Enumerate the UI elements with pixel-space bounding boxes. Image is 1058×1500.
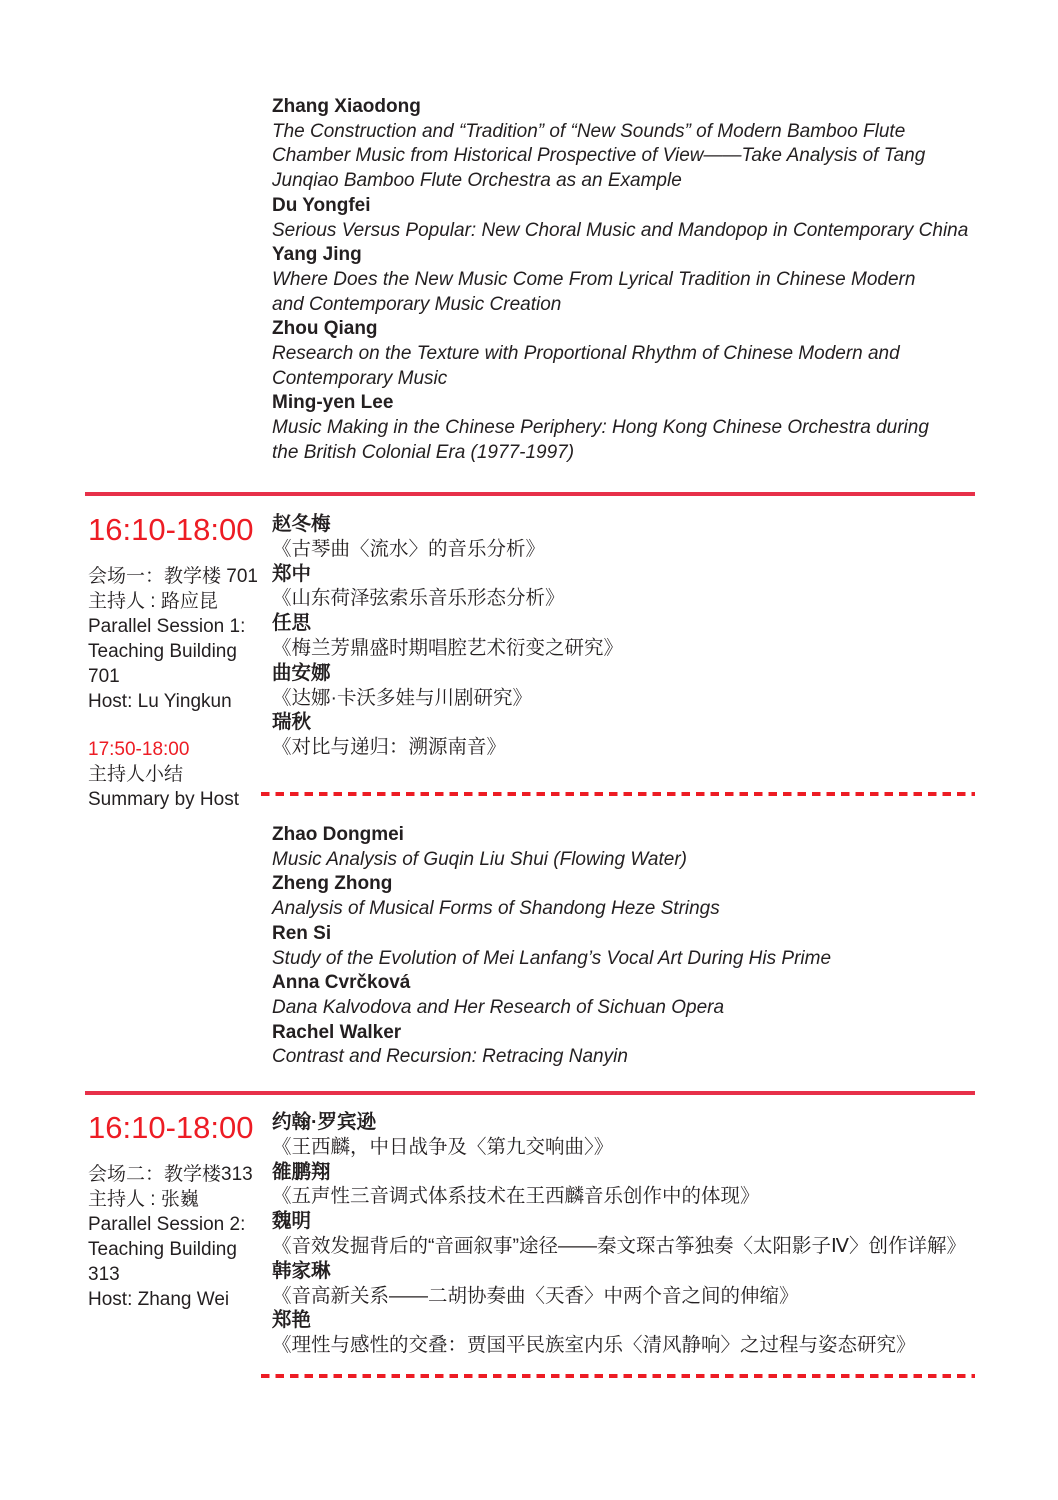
summary-label-en: Summary by Host <box>88 789 239 810</box>
presenter-name: 任思 <box>272 612 312 635</box>
session-venue-zh: 会场二：教学楼313 <box>88 1164 253 1185</box>
paper-title-line: Music Making in the Chinese Periphery: Hong Kong Chinese Orchestra during <box>272 417 929 439</box>
presenter-name: 曲安娜 <box>272 661 331 684</box>
session-host-en: Host: Lu Yingkun <box>88 691 232 712</box>
red-dashed-separator <box>261 1374 975 1378</box>
summary-label-zh: 主持人小结 <box>88 764 184 785</box>
session-info <box>88 564 272 714</box>
session-venue-zh: 会场一：教学楼 701 <box>88 566 258 587</box>
summary-by-host-block <box>88 737 272 812</box>
paper-title-line: The Construction and “Tradition” of “New Sounds” of Modern Bamboo Flute <box>272 120 906 142</box>
presenter-name: Du Yongfei <box>272 194 371 216</box>
session-title-en-line: 313 <box>88 1264 120 1285</box>
session-host-zh: 主持人 : 路应昆 <box>88 591 218 612</box>
presenter-name: Zhao Dongmei <box>272 824 404 845</box>
session-host-zh: 主持人 : 张巍 <box>88 1189 199 1210</box>
session-1-sidebar <box>88 512 272 812</box>
paper-title: Dana Kalvodova and Her Research of Sichuan Opera <box>272 996 725 1018</box>
presenter-name: Zhang Xiaodong <box>272 96 421 117</box>
presenter-name: Anna Cvrčková <box>272 972 411 994</box>
presenter-name: Rachel Walker <box>272 1021 402 1043</box>
presenter-name: Yang Jing <box>272 244 362 266</box>
session-1-papers-en <box>272 823 988 1070</box>
paper-title: Study of the Evolution of Mei Lanfang’s Vocal Art During His Prime <box>272 947 832 969</box>
session-host-en: Host: Zhang Wei <box>88 1289 230 1310</box>
session-time: 16:10-18:00 <box>88 1110 254 1145</box>
paper-title-line: Junqiao Bamboo Flute Orchestra as an Example <box>272 170 682 192</box>
presenter-name: Zheng Zhong <box>272 873 393 895</box>
session-title-en-line: Parallel Session 1: <box>88 616 246 637</box>
presenter-name: 赵冬梅 <box>272 513 331 535</box>
session-time: 16:10-18:00 <box>88 512 254 547</box>
session-2-sidebar <box>88 1110 272 1312</box>
paper-title: 《梅兰芳鼎盛时期唱腔艺术衍变之研究》 <box>272 636 624 659</box>
presenter-name: Zhou Qiang <box>272 318 378 340</box>
presenter-name: 约翰·罗宾逊 <box>272 1111 376 1133</box>
red-divider-line <box>85 1091 975 1095</box>
paper-title: 《五声性三音调式体系技术在王西麟音乐创作中的体现》 <box>272 1185 760 1208</box>
paper-title-line: the British Colonial Era (1977-1997) <box>272 441 575 463</box>
paper-title-line: Contemporary Music <box>272 367 448 389</box>
session-title-en-line: Teaching Building <box>88 1239 237 1260</box>
presenter-name: Ren Si <box>272 922 332 944</box>
session-title-en-line: 701 <box>88 666 120 687</box>
session-title-en-line: Parallel Session 2: <box>88 1214 246 1235</box>
continued-presentations-en <box>272 95 984 466</box>
red-dashed-separator <box>261 792 975 796</box>
session-title-en-line: Teaching Building <box>88 641 237 662</box>
presenter-name: 郑中 <box>272 562 312 585</box>
paper-title-line: Research on the Texture with Proportional Rhythm of Chinese Modern and <box>272 343 900 365</box>
paper-title: 《达娜·卡沃多娃与川剧研究》 <box>272 686 532 709</box>
paper-title-line: Where Does the New Music Come From Lyrical Tradition in Chinese Modern <box>272 268 916 290</box>
paper-title: 《王西麟，中日战争及〈第九交响曲〉》 <box>272 1135 614 1158</box>
paper-title-line: Serious Versus Popular: New Choral Music and Mandopop in Contemporary China <box>272 219 969 241</box>
paper-title: Music Analysis of Guqin Liu Shui (Flowing Water) <box>272 848 687 870</box>
paper-title-line: Chamber Music from Historical Prospective of View——Take Analysis of Tang <box>272 145 926 167</box>
presenter-name: 雒鹏翔 <box>272 1160 331 1183</box>
presenter-name: 郑艳 <box>272 1309 312 1332</box>
paper-title: Contrast and Recursion: Retracing Nanyin <box>272 1046 628 1068</box>
paper-title: 《古琴曲〈流水〉的音乐分析》 <box>272 537 546 560</box>
session-2-papers-zh <box>272 1110 988 1358</box>
paper-title: 《理性与感性的交叠：贾国平民族室内乐〈清风静响〉之过程与姿态研究》 <box>272 1334 916 1357</box>
session-info <box>88 1162 272 1312</box>
paper-title: 《山东荷泽弦索乐音乐形态分析》 <box>272 587 565 610</box>
paper-title: 《音效发掘背后的“音画叙事”途径——秦文琛古筝独奏〈太阳影子Ⅳ〉创作详解》 <box>272 1234 966 1257</box>
session-1-papers-zh <box>272 512 988 760</box>
presenter-name: 魏明 <box>272 1210 312 1233</box>
presenter-name: Ming-yen Lee <box>272 392 394 414</box>
paper-title-line: and Contemporary Music Creation <box>272 293 562 315</box>
presenter-name: 瑞秋 <box>272 711 312 734</box>
paper-title: Analysis of Musical Forms of Shandong Heze Strings <box>272 898 720 920</box>
paper-title: 《音高新关系——二胡协奏曲〈天香〉中两个音之间的伸缩》 <box>272 1284 799 1307</box>
summary-time: 17:50-18:00 <box>88 739 190 760</box>
paper-title: 《对比与递归：溯源南音》 <box>272 736 507 759</box>
presenter-name: 韩家琳 <box>272 1259 331 1282</box>
red-divider-line <box>85 492 975 496</box>
